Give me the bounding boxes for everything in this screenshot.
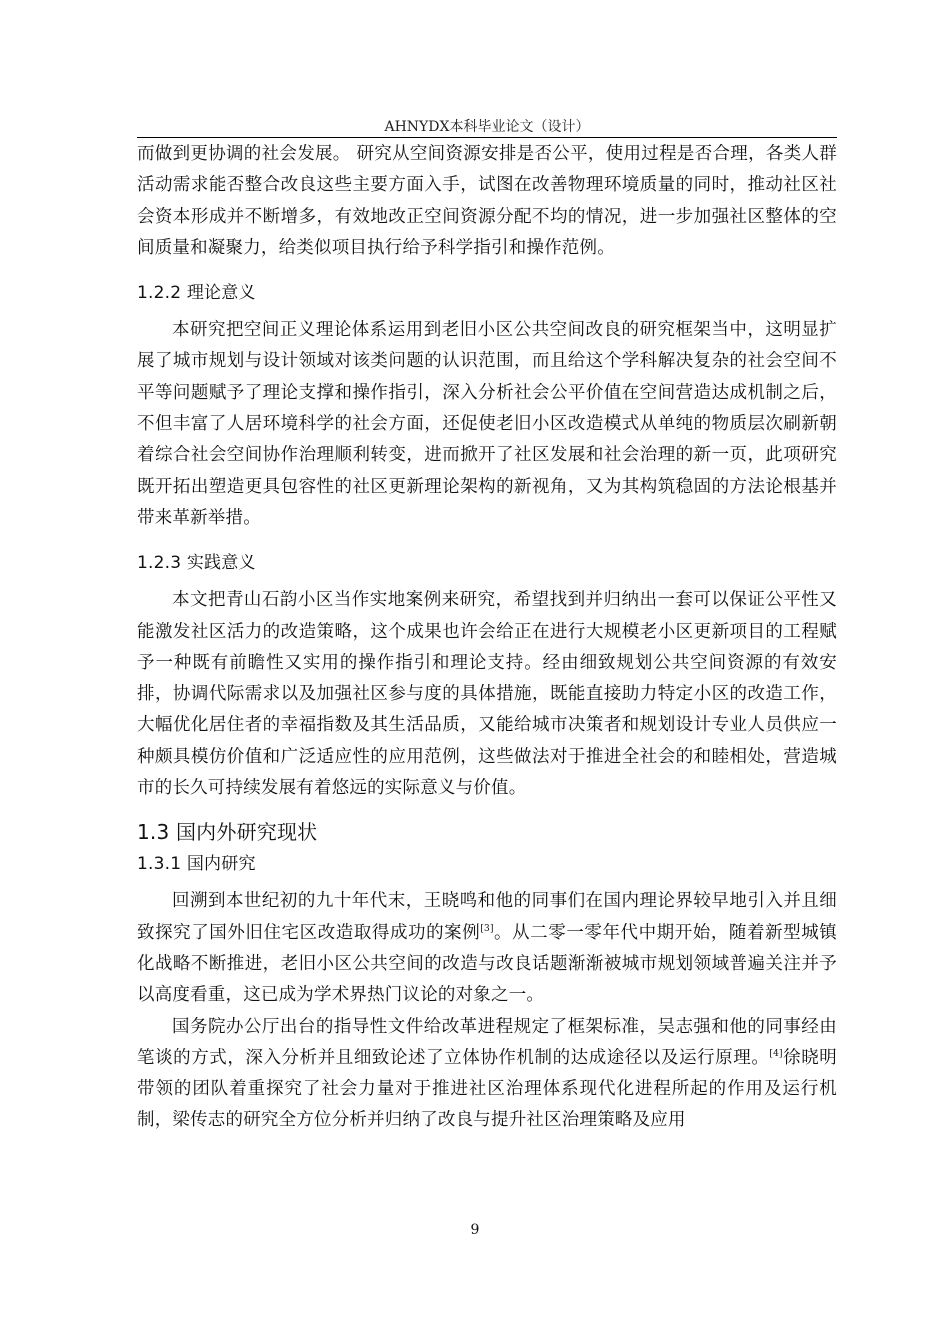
section-heading-1-3-1: 1.3.1 国内研究 bbox=[137, 854, 256, 875]
page-number: 9 bbox=[470, 1222, 480, 1238]
section-heading-1-2-3: 1.2.3 实践意义 bbox=[137, 553, 256, 574]
header-rule bbox=[137, 137, 837, 138]
paragraph: 而做到更协调的社会发展。 研究从空间资源安排是否公平，使用过程是否合理，各类人群活动需求能否整合改良这些主要方面入手，试图在改善物理环境质量的同时，推动社区社会资本形成并不断增多，有效地改正空间资源分配不均的情况，进一步加强社区整体的空间质量和凝聚力，给类似项目执行给予科学指引和操作范例。 bbox=[137, 144, 837, 258]
paragraph: 本文把青山石韵小区当作实地案例来研究，希望找到并归纳出一套可以保证公平性又能激发社区活力的改造策略，这个成果也许会给正在进行大规模老小区更新项目的工程赋予一种既有前瞻性又实用的操作指引和理论支持。经由细致规划公共空间资源的有效安排，协调代际需求以及加强社区参与度的具体措施，既能直接助力特定小区的改造工作，大幅优化居住者的幸福指数及其生活品质，又能给城市决策者和规划设计专业人员供应一种颇具模仿价值和广泛适应性的应用范例，这些做法对于推进全社会的和睦相处，营造城市的长久可持续发展有着悠远的实际意义与价值。 bbox=[137, 590, 837, 799]
paragraph: 本研究把空间正义理论体系运用到老旧小区公共空间改良的研究框架当中，这明显扩展了城市规划与设计领域对该类问题的认识范围，而且给这个学科解决复杂的社会空间不平等问题赋予了理论支撑和操作指引，深入分析社会公平价值在空间营造达成机制之后，不但丰富了人居环境科学的社会方面，还促使老旧小区改造模式从单纯的物质层次刷新朝着综合社会空间协作治理顺利转变，进而掀开了社区发展和社会治理的新一页，此项研究既开拓出塑造更具包容性的社区更新理论架构的新视角，又为其构筑稳固的方法论根基并带来革新举措。 bbox=[137, 320, 837, 528]
paragraph-text: 。从二零一零年代中期开始，随着新型城镇化战略不断推进，老旧小区公共空间的改造与改良话题渐渐被城市规划领域普遍关注并予以高度看重，这已成为学术界热门议论的对象之一。 bbox=[137, 922, 837, 1006]
paragraph bbox=[137, 886, 837, 1011]
paragraph-text: 徐晓明带领的团队着重探究了社会力量对于推进社区治理体系现代化进程所起的作用及运行机制，梁传志的研究全方位分析并归纳了改良与提升社区治理策略及应用 bbox=[137, 1047, 837, 1131]
paragraph bbox=[137, 1012, 837, 1137]
running-header: AHNYDX本科毕业论文（设计） bbox=[384, 119, 590, 135]
section-heading-1-3: 1.3 国内外研究现状 bbox=[137, 820, 318, 845]
citation-ref: [4] bbox=[769, 1048, 783, 1059]
page-body bbox=[137, 139, 837, 1137]
section-heading-1-2-2: 1.2.2 理论意义 bbox=[137, 283, 256, 304]
paragraph-text: 回溯到本世纪初的九十年代末，王晓鸣和他的同事们在国内理论界较早地引入并且细致探究了国外旧住宅区改造取得成功的案例 bbox=[137, 891, 837, 943]
citation-ref: [3] bbox=[480, 923, 494, 934]
paragraph-text: 国务院办公厅出台的指导性文件给改革进程规定了框架标准，吴志强和他的同事经由笔谈的方式，深入分析并且细致论述了立体协作机制的达成途径以及运行原理。 bbox=[137, 1016, 837, 1068]
